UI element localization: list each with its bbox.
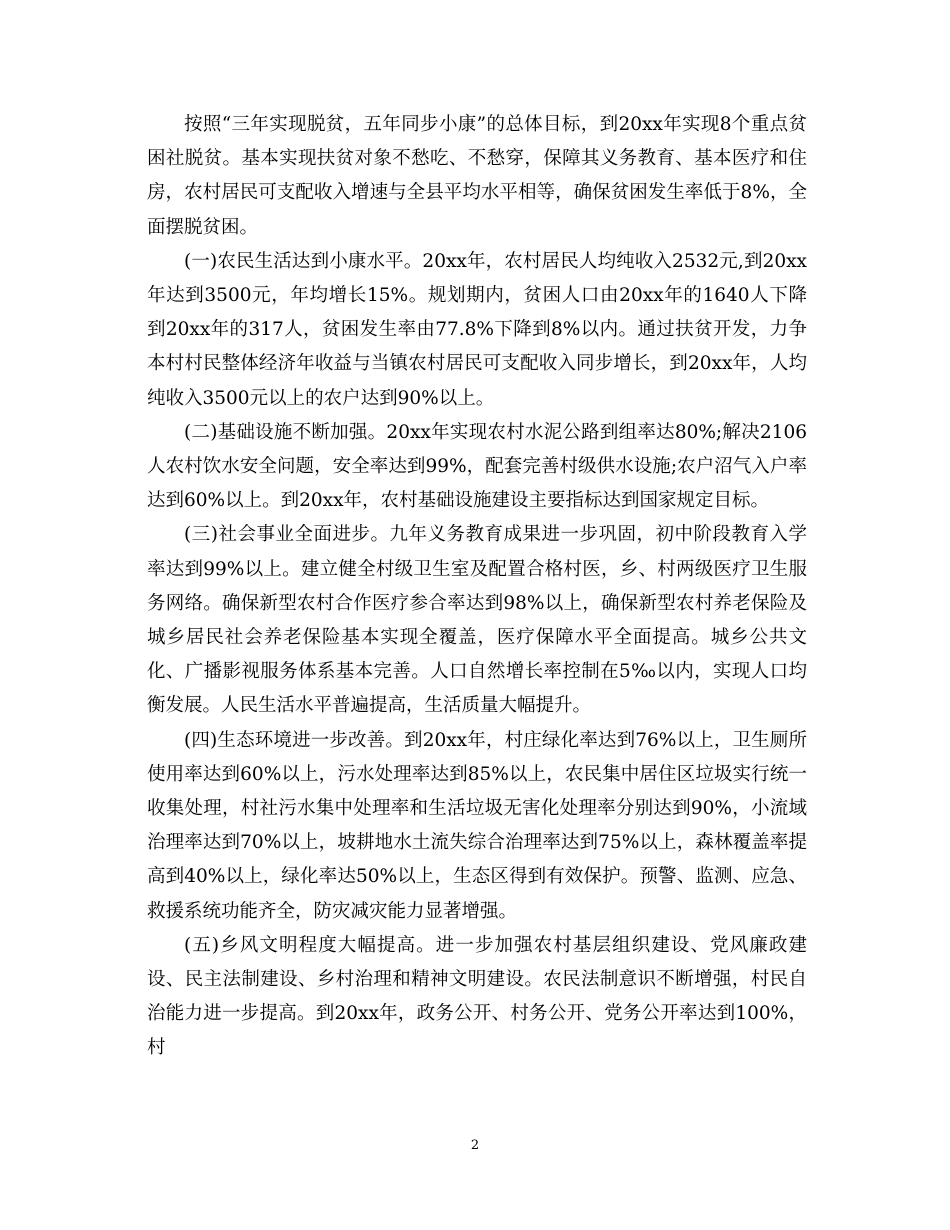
paragraph-social-undertakings: (三)社会事业全面进步。九年义务教育成果进一步巩固，初中阶段教育入学率达到99%以上。建立健全村级卫生室及配置合格村医，乡、村两级医疗卫生服务网络。确保新型农村合作医疗参合率达到98%以上，确保新型农村养老保险及城乡居民社会养老保险基本实现全覆盖，医疗保障水平全面提高。城乡公共文化、广播影视服务体系基本完善。人口自然增长率控制在5‰以内，实现人口均衡发展。人民生活水平普遍提高，生活质量大幅提升。 xyxy=(147,524,807,717)
body-text xyxy=(147,108,807,1066)
paragraph-ecological-environment: (四)生态环境进一步改善。到20xx年，村庄绿化率达到76%以上，卫生厕所使用率达到60%以上，污水处理率达到85%以上，农民集中居住区垃圾实行统一收集处理，村社污水集中处理率和生活垃圾无害化处理率分别达到90%，小流域治理率达到70%以上，坡耕地水土流失综合治理率达到75%以上，森林覆盖率提高到40%以上，绿化率达50%以上，生态区得到有效保护。预警、监测、应急、救援系统功能齐全，防灾减灾能力显著增强。 xyxy=(147,729,807,922)
page-number: 2 xyxy=(470,1138,480,1153)
paragraph-living-standard: (一)农民生活达到小康水平。20xx年，农村居民人均纯收入2532元,到20xx年达到3500元，年均增长15%。规划期内，贫困人口由20xx年的1640人下降到20xx年的317人，贫困发生率由77.8%下降到8%以内。通过扶贫开发，力争本村村民整体经济年收益与当镇农村居民可支配收入同步增长，到20xx年，人均纯收入3500元以上的农户达到90%以上。 xyxy=(147,250,807,409)
paragraph-rural-civilization: (五)乡风文明程度大幅提高。进一步加强农村基层组织建设、党风廉政建设、民主法制建设、乡村治理和精神文明建设。农民法制意识不断增强，村民自治能力进一步提高。到20xx年，政务公开、村务公开、党务公开率达到100%，村 xyxy=(147,934,807,1059)
paragraph-overall-goal: 按照“三年实现脱贫，五年同步小康”的总体目标，到20xx年实现8个重点贫困社脱贫。基本实现扶贫对象不愁吃、不愁穿，保障其义务教育、基本医疗和住房，农村居民可支配收入增速与全县平均水平相等，确保贫困发生率低于8%，全面摆脱贫困。 xyxy=(147,114,807,238)
paragraph-infrastructure: (二)基础设施不断加强。20xx年实现农村水泥公路到组率达80%;解决2106人农村饮水安全问题，安全率达到99%，配套完善村级供水设施;农户沼气入户率达到60%以上。到20xx年，农村基础设施建设主要指标达到国家规定目标。 xyxy=(147,421,807,512)
